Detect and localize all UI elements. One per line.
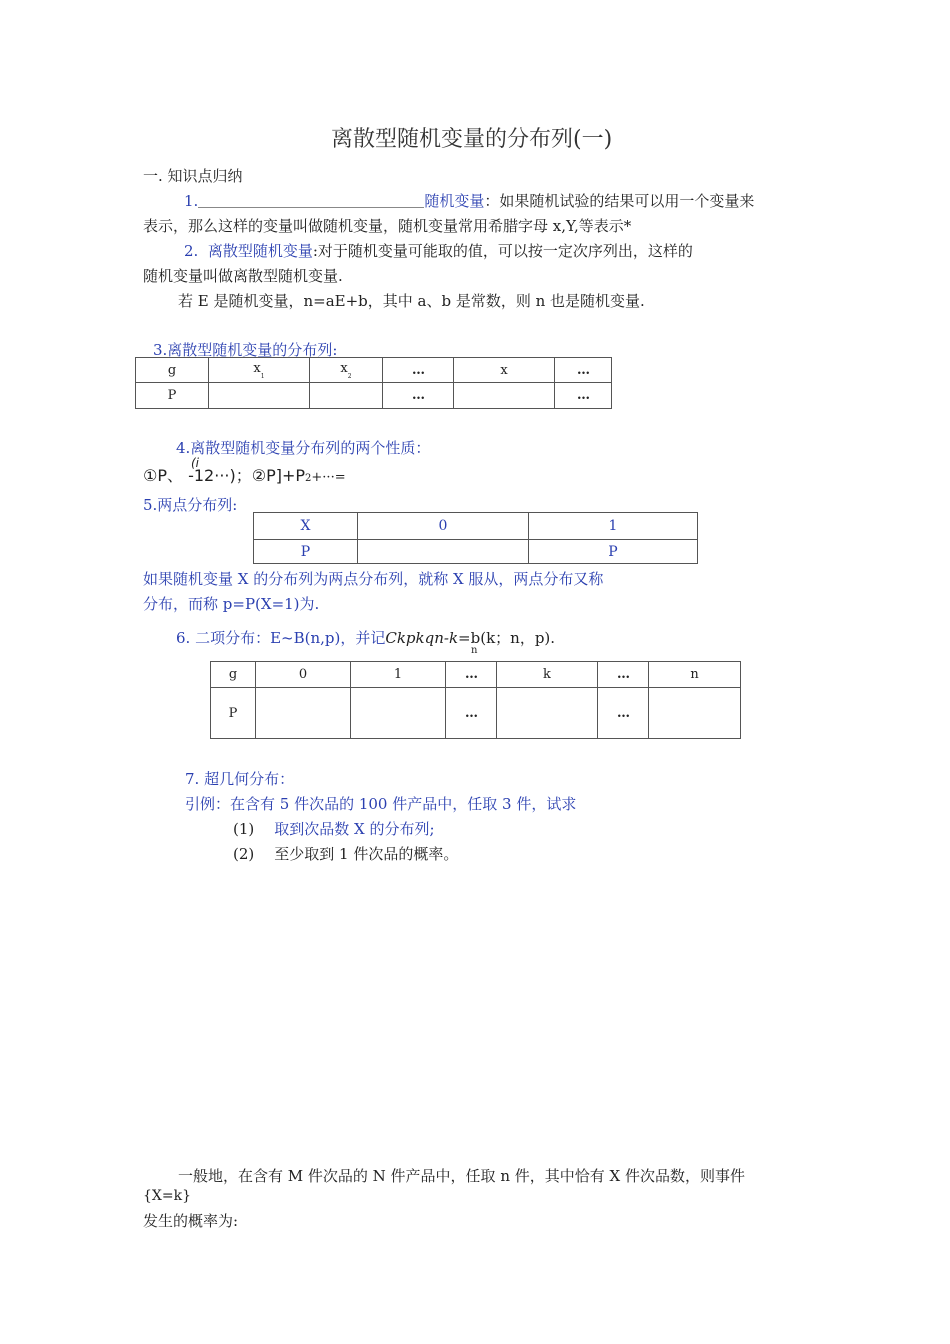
- table-cell: [351, 688, 446, 739]
- item6-subscript: n: [471, 645, 478, 656]
- table-cell: [649, 688, 741, 739]
- item4-label: 4.离散型随机变量分布列的两个性质：: [176, 439, 431, 457]
- item4-formula: [143, 456, 346, 486]
- question-2: [233, 843, 458, 864]
- table-cell: g: [136, 358, 209, 383]
- table-cell: k: [497, 662, 598, 688]
- table-cell: …: [555, 358, 612, 383]
- item2-text: :对于随机变量可能取的值，可以按一定次序列出，这样的: [312, 242, 693, 260]
- table-cell: 0: [358, 513, 529, 540]
- item3-label: 3.离散型随机变量的分布列:: [153, 341, 338, 359]
- general-event: {X=k}: [143, 1188, 191, 1204]
- question-text: 取到次品数 X 的分布列;: [274, 820, 435, 838]
- item7-example: 引例：在含有 5 件次品的 100 件产品中，任取 3 件，试求: [185, 795, 577, 813]
- item2-continuation: 随机变量叫做离散型随机变量.: [143, 267, 343, 285]
- page-title: 离散型随机变量的分布列(一): [331, 127, 613, 152]
- table-cell: [454, 383, 555, 409]
- binomial-table: [210, 661, 741, 739]
- table-cell: P: [254, 540, 358, 564]
- table-cell: …: [598, 662, 649, 688]
- formula-superscript: (i: [191, 456, 200, 470]
- table-cell: [310, 383, 383, 409]
- table-cell: $x_1$: [209, 358, 310, 383]
- table-cell: …: [598, 688, 649, 739]
- table-cell: P: [136, 383, 209, 409]
- fill-in-blank: [198, 193, 424, 208]
- two-point-table: [253, 512, 698, 564]
- item6-line: [176, 627, 555, 648]
- formula-part: -12···)；②P]+P: [188, 466, 306, 485]
- table-cell: [209, 383, 310, 409]
- general-text: 发生的概率为:: [143, 1212, 239, 1230]
- table-cell: 0: [256, 662, 351, 688]
- item1-number: 1.: [184, 192, 199, 210]
- question-number: (2): [233, 845, 255, 863]
- item1-term: 随机变量: [424, 192, 485, 210]
- table-cell: …: [383, 358, 454, 383]
- table-cell: …: [446, 662, 497, 688]
- table-cell: [256, 688, 351, 739]
- item2-term: 离散型随机变量: [207, 242, 313, 260]
- item7-label: 7. 超几何分布：: [185, 770, 295, 788]
- item2-line: [184, 240, 693, 261]
- item2-note: 若 E 是随机变量，n=aE+b，其中 a、b 是常数，则 n 也是随机变量.: [178, 292, 645, 310]
- item6-formula: Ckpkqn-k: [385, 629, 459, 647]
- item1-text: ：如果随机试验的结果可以用一个变量来: [484, 192, 755, 210]
- table-cell: n: [649, 662, 741, 688]
- question-text: 至少取到 1 件次品的概率。: [274, 845, 459, 863]
- table-cell: P: [211, 688, 256, 739]
- item5-text: 分布，而称 p=P(X=1)为.: [143, 595, 320, 613]
- item2-number: 2.: [184, 242, 199, 260]
- item6-label: 6. 二项分布：E~B(n,p)，并记: [176, 629, 386, 647]
- table-cell: g: [211, 662, 256, 688]
- item6-text: =b(k；n，p).: [458, 629, 556, 647]
- table-cell: [497, 688, 598, 739]
- question-1: [233, 818, 435, 839]
- table-cell: $x_2$: [310, 358, 383, 383]
- item1-line: [184, 190, 754, 211]
- table-cell: [358, 540, 529, 564]
- item5-text: 如果随机变量 X 的分布列为两点分布列，就称 X 服从，两点分布又称: [143, 570, 604, 588]
- table-cell: …: [383, 383, 454, 409]
- table-cell: 1: [351, 662, 446, 688]
- item1-continuation: 表示，那么这样的变量叫做随机变量，随机变量常用希腊字母 x,Y,等表示*: [143, 217, 632, 235]
- table-cell: X: [254, 513, 358, 540]
- general-text: 一般地，在含有 M 件次品的 N 件产品中，任取 n 件，其中恰有 X 件次品数，则事件: [178, 1167, 745, 1185]
- formula-subscript: 2: [305, 473, 312, 484]
- question-number: (1): [233, 820, 255, 838]
- formula-part: ①P、: [143, 466, 183, 485]
- distribution-table: [135, 357, 612, 409]
- table-cell: 1: [529, 513, 698, 540]
- table-cell: …: [555, 383, 612, 409]
- table-cell: …: [446, 688, 497, 739]
- table-cell: P: [529, 540, 698, 564]
- item5-label: 5.两点分布列:: [143, 496, 238, 514]
- formula-part: +···=: [311, 470, 346, 485]
- table-cell: x: [454, 358, 555, 383]
- section-heading: 一. 知识点归纳: [143, 167, 243, 185]
